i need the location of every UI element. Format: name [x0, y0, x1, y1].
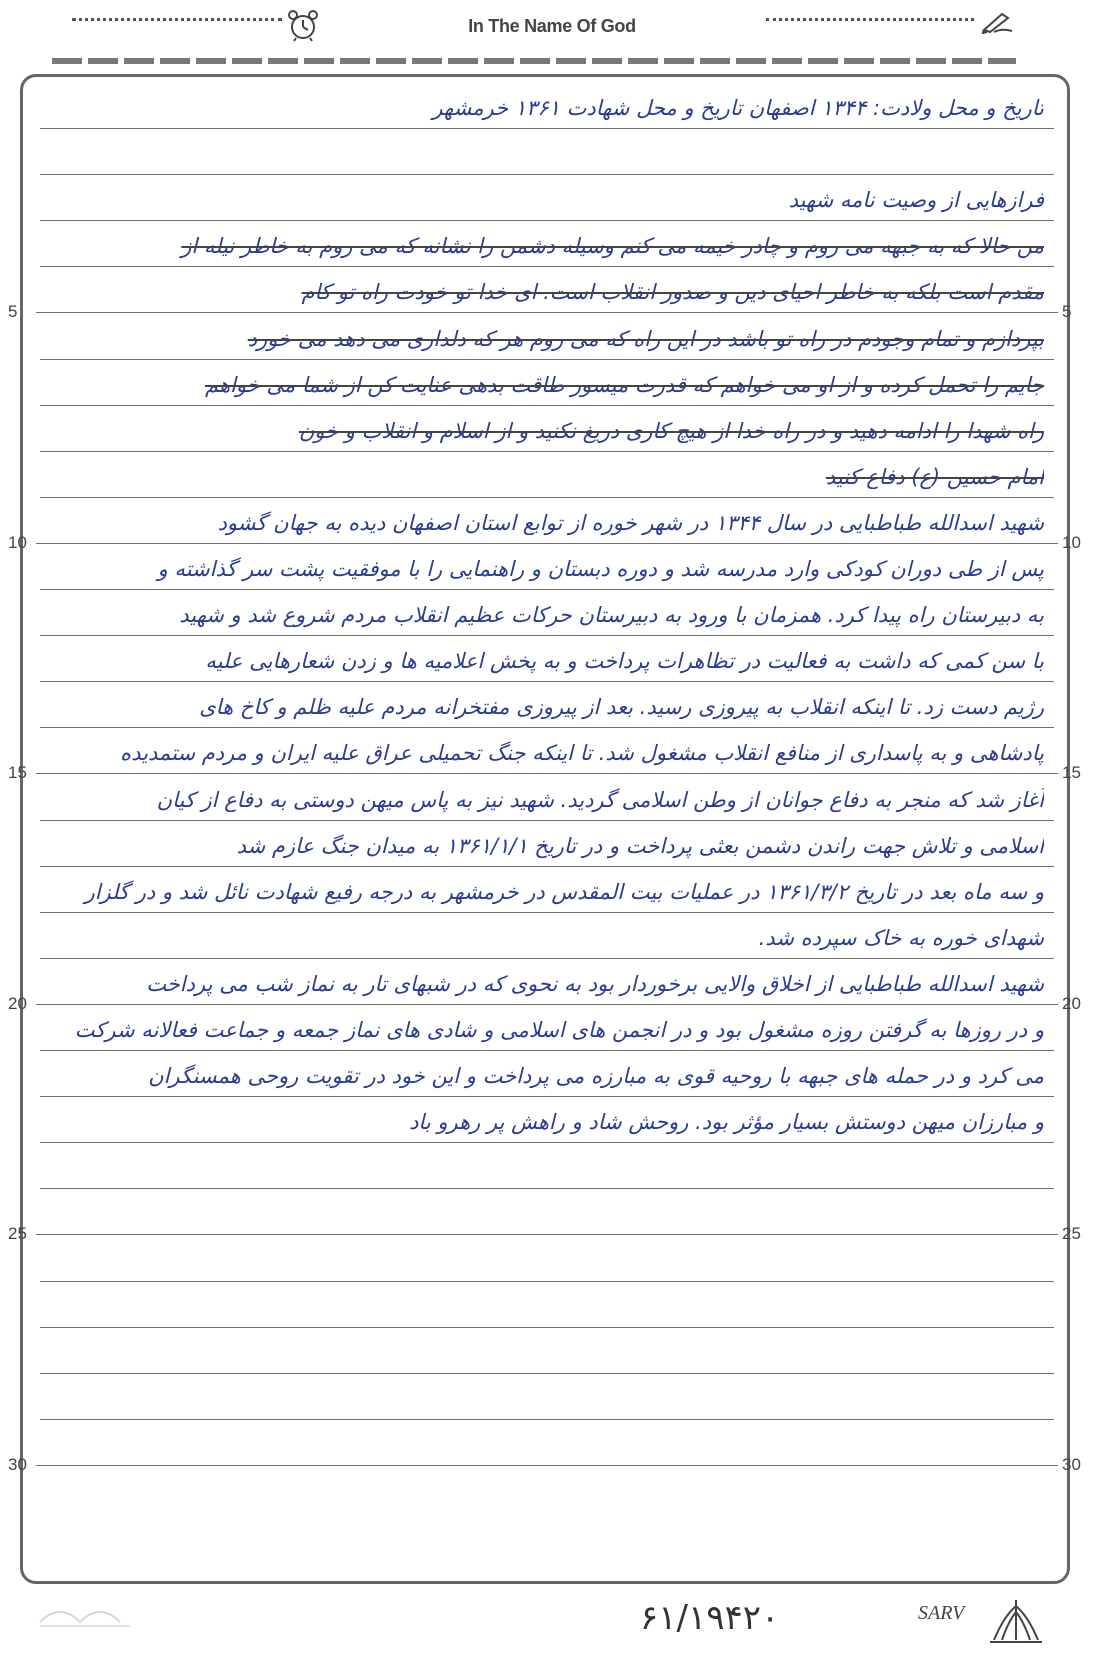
- line-number-right: 30: [1062, 1455, 1081, 1474]
- line-number-left: 15: [8, 763, 27, 782]
- handwritten-line: شهید اسدالله طباطبایی از اخلاق والایی برخوردار بود به نحوی که در شبهای تار به نماز شب می پرداخت: [146, 972, 1044, 996]
- line-number-left: 30: [8, 1455, 27, 1474]
- document-number: ۶۱/۱۹۴۲۰: [640, 1598, 780, 1638]
- brand-name: SARV: [918, 1602, 965, 1624]
- ruled-line: [40, 1327, 1054, 1328]
- line-number-right: 25: [1062, 1224, 1081, 1243]
- handwritten-line: جایم را تحمل کرده و از او می خواهم که قدرت میسور طاقت بدهی عنایت کن از شما می خواهم: [205, 373, 1044, 397]
- line-number-left: 10: [8, 533, 27, 552]
- ruled-line: [40, 1188, 1054, 1189]
- handwritten-line: بپردازم و تمام وجودم در راه تو باشد در این راه که می روم هر که دلداری می دهد می خورد: [247, 327, 1044, 351]
- line-number-right: 10: [1062, 533, 1081, 552]
- line-number-right: 15: [1062, 763, 1081, 782]
- handwritten-line: می کرد و در حمله های جبهه با روحیه قوی به مبارزه می پرداخت و این خود در تقویت روحی همسنگران: [148, 1064, 1044, 1088]
- sarv-tree-logo-icon: [986, 1596, 1046, 1646]
- handwritten-line: با سن کمی که داشت به فعالیت در تظاهرات پرداخت و به پخش اعلامیه ها و زدن شعارهایی علیه: [205, 649, 1044, 673]
- ruled-line: [40, 1373, 1054, 1374]
- header-dotted-line-right: [766, 18, 974, 21]
- faded-stamp-icon: [30, 1592, 140, 1632]
- ruled-line: [36, 1465, 1058, 1466]
- page-header: [0, 0, 1104, 70]
- handwritten-line: رژیم دست زد. تا اینکه انقلاب به پیروزی رسید. بعد از پیروزی مفتخرانه مردم علیه ظلم و کاخ های: [199, 695, 1044, 719]
- handwritten-line: تاریخ و محل ولادت: ۱۳۴۴ اصفهان تاریخ و محل شهادت ۱۳۶۱ خرمشهر: [432, 96, 1044, 120]
- line-number-right: 5: [1062, 302, 1072, 321]
- handwritten-line: شهید اسدالله طباطبایی در سال ۱۳۴۴ در شهر خوره از توابع استان اصفهان دیده به جهان گشود: [217, 511, 1044, 535]
- handwritten-line: پس از طی دوران کودکی وارد مدرسه شد و دوره دبستان و راهنمایی را با موفقیت پشت سر گذاشته و: [157, 557, 1044, 581]
- line-number-right: 20: [1062, 994, 1081, 1013]
- handwritten-line: و سه ماه بعد در تاریخ ۱۳۶۱/۳/۲ در عملیات بیت المقدس در خرمشهر به درجه رفیع شهادت نائل شد و در گلزار: [84, 880, 1044, 904]
- handwritten-line: اسلامی و تلاش جهت راندن دشمن بعثی پرداخت و در تاریخ ۱۳۶۱/۱/۱ به میدان جنگ عازم شد: [236, 834, 1044, 858]
- ruled-line: [36, 1234, 1058, 1235]
- handwritten-line: فرازهایی از وصیت نامه شهید: [788, 188, 1044, 212]
- handwritten-line: و در روزها به گرفتن روزه مشغول بود و در انجمن های اسلامی و شادی های نماز جمعه و جماعت فعالانه شرکت: [74, 1018, 1044, 1042]
- handwritten-line: شهدای خوره به خاک سپرده شد.: [758, 926, 1044, 950]
- ruled-line: [40, 1281, 1054, 1282]
- handwritten-line: آغاز شد که منجر به دفاع جوانان از وطن اسلامی گردید. شهید نیز به پاس میهن دوستی به دفاع از کیان: [156, 788, 1044, 812]
- handwritten-line: من حالا که به جبهه می روم و چادر خیمه می کنم وسیله دشمن را نشانه که می روم به خاطر نیله از: [181, 234, 1044, 258]
- line-number-left: 25: [8, 1224, 27, 1243]
- line-number-left: 5: [8, 302, 18, 321]
- ruled-line: [40, 1419, 1054, 1420]
- handwritten-line: امام حسین (ع) دفاع کنید: [825, 465, 1044, 489]
- handwritten-line: [40, 142, 1044, 186]
- header-title: In The Name Of God: [468, 16, 636, 36]
- handwritten-line: مقدم است بلکه به خاطر احیای دین و صدور انقلاب است. ای خدا تو خودت راه تو کام: [301, 280, 1044, 304]
- header-dashed-divider: [52, 58, 1016, 64]
- handwritten-line: و مبارزان میهن دوستش بسیار مؤثر بود. روحش شاد و راهش پر رهرو باد: [409, 1110, 1044, 1134]
- handwritten-line: پادشاهی و به پاسداری از منافع انقلاب مشغول شد. تا اینکه جنگ تحمیلی عراق علیه ایران و مردم ستمدیده: [120, 741, 1044, 765]
- handwritten-line: راه شهدا را ادامه دهید و در راه خدا از هیچ کاری دریغ نکنید و از اسلام و انقلاب و خون: [298, 419, 1044, 443]
- pen-writing-icon: [980, 10, 1016, 34]
- handwritten-line: به دبیرستان راه پیدا کرد. همزمان با ورود به دبیرستان حرکات عظیم انقلاب مردم شروع شد و شهید: [179, 603, 1044, 627]
- line-number-left: 20: [8, 994, 27, 1013]
